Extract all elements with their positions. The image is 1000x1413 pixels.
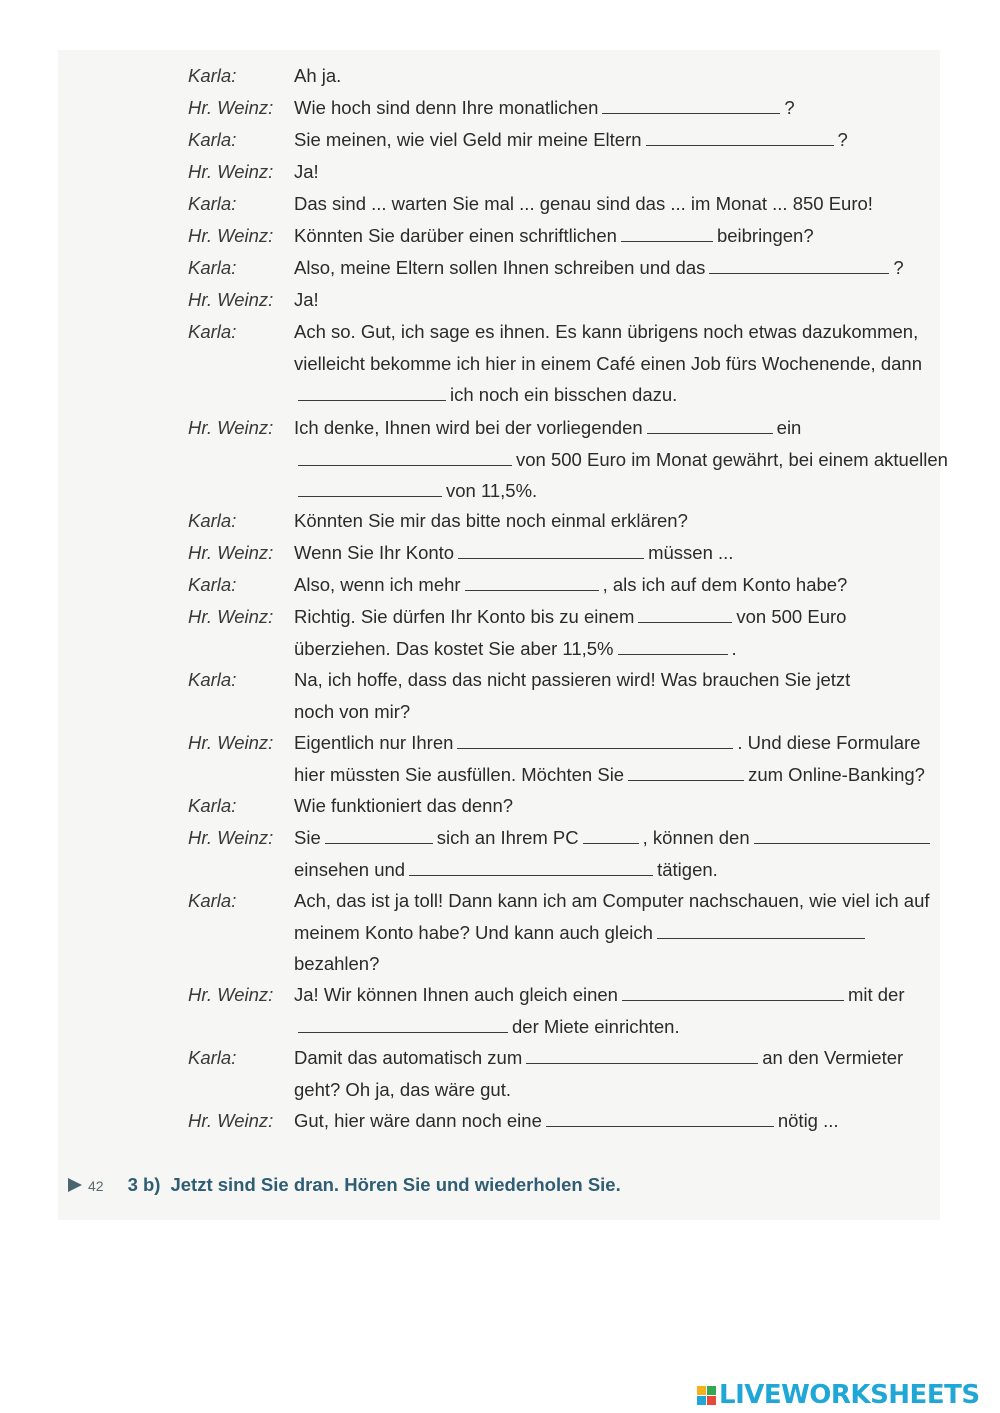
utterance-text: geht? Oh ja, das wäre gut. — [294, 1078, 511, 1100]
utterance-line — [294, 664, 988, 696]
dialogue-turn — [188, 505, 988, 537]
dialogue — [58, 50, 948, 1220]
utterance-line — [294, 537, 988, 569]
utterance-line — [294, 412, 988, 444]
speaker-label: Hr. Weinz: — [188, 225, 274, 246]
utterance-text: , als ich auf dem Konto habe? — [602, 574, 848, 595]
utterance-text: zum Online-Banking? — [748, 763, 925, 785]
utterance-text: Ja! — [294, 289, 319, 310]
utterance-text: der Miete einrichten. — [512, 1015, 680, 1037]
utterance-text: bezahlen? — [294, 953, 380, 974]
audio-play-icon[interactable] — [68, 1178, 82, 1192]
utterance-text: Na, ich hoffe, dass das nicht passieren wird! Was brauchen Sie jetzt — [294, 669, 851, 690]
fill-in-blank[interactable] — [638, 604, 732, 623]
fill-in-blank[interactable] — [621, 223, 713, 242]
utterance — [294, 252, 988, 284]
utterance-line — [294, 60, 988, 92]
utterance-text: Eigentlich nur Ihren — [294, 732, 454, 753]
utterance-text: mit der — [847, 984, 905, 1005]
speaker-label: Karla: — [188, 257, 237, 278]
fill-in-blank[interactable] — [465, 572, 599, 591]
utterance-text: ? — [837, 129, 848, 150]
utterance-line — [294, 790, 988, 822]
utterance-text: meinem Konto habe? Und kann auch gleich — [294, 921, 653, 943]
utterance-line — [294, 569, 988, 601]
utterance-line — [294, 220, 988, 252]
fill-in-blank[interactable] — [628, 762, 744, 781]
speaker-label: Hr. Weinz: — [188, 417, 274, 438]
utterance — [294, 727, 988, 790]
utterance-text: . Und diese Formulare — [737, 732, 921, 753]
utterance-text: ? — [784, 97, 795, 118]
utterance-line — [294, 696, 988, 728]
fill-in-blank[interactable] — [298, 1014, 508, 1033]
utterance-text: von 500 Euro im Monat gewährt, bei einem aktuellen — [516, 448, 948, 470]
fill-in-blank[interactable] — [546, 1108, 774, 1127]
utterance-line — [294, 284, 988, 316]
utterance-text: von 500 Euro — [736, 606, 847, 627]
utterance-text: Also, meine Eltern sollen Ihnen schreiben und das — [294, 257, 706, 278]
utterance — [294, 790, 988, 822]
audio-track-number: 42 — [88, 1178, 104, 1194]
dialogue-turn — [188, 284, 988, 316]
utterance — [294, 885, 988, 980]
dialogue-turn — [188, 412, 988, 507]
utterance — [294, 412, 988, 507]
dialogue-turn — [188, 885, 988, 980]
utterance-line — [294, 188, 988, 220]
speaker-label: Hr. Weinz: — [188, 289, 274, 310]
utterance — [294, 220, 988, 252]
fill-in-blank[interactable] — [298, 447, 512, 466]
utterance-text: Ach, das ist ja toll! Dann kann ich am Computer nachschauen, wie viel ich auf — [294, 890, 930, 911]
liveworksheets-brand — [697, 1381, 980, 1409]
dialogue-turn — [188, 537, 988, 569]
utterance-line — [294, 252, 988, 284]
utterance-line — [294, 124, 988, 156]
utterance-line — [294, 822, 988, 854]
utterance-text: Damit das automatisch zum — [294, 1047, 523, 1068]
dialogue-turn — [188, 220, 988, 252]
speaker-label: Karla: — [188, 669, 237, 690]
speaker-label: Hr. Weinz: — [188, 542, 274, 563]
utterance-text: Sie meinen, wie viel Geld mir meine Eltern — [294, 129, 642, 150]
speaker-label: Hr. Weinz: — [188, 161, 274, 182]
utterance-text: nötig ... — [777, 1110, 839, 1131]
utterance-text: . — [731, 637, 737, 659]
fill-in-blank[interactable] — [526, 1045, 758, 1064]
utterance — [294, 1042, 988, 1105]
utterance-line — [294, 948, 988, 980]
dialogue-turn — [188, 790, 988, 822]
fill-in-blank[interactable] — [647, 415, 773, 434]
dialogue-turn — [188, 316, 988, 411]
utterance-text: vielleicht bekomme ich hier in einem Café einen Job fürs Wochenende, dann — [294, 352, 922, 374]
dialogue-turn — [188, 188, 988, 220]
task-instruction — [68, 1174, 621, 1196]
fill-in-blank[interactable] — [657, 920, 865, 939]
utterance-line — [294, 505, 988, 537]
fill-in-blank[interactable] — [298, 382, 446, 401]
speaker-label: Karla: — [188, 193, 237, 214]
utterance-line — [294, 601, 988, 633]
utterance-line — [294, 1042, 988, 1074]
utterance-line — [294, 727, 988, 759]
utterance — [294, 284, 988, 316]
liveworksheets-logo-icon — [697, 1386, 716, 1405]
utterance — [294, 822, 988, 885]
utterance-line — [294, 917, 988, 949]
speaker-label: Karla: — [188, 321, 237, 342]
utterance-text: Könnten Sie darüber einen schriftlichen — [294, 225, 617, 246]
dialogue-turn — [188, 601, 988, 664]
fill-in-blank[interactable] — [622, 982, 844, 1001]
utterance-text: sich an Ihrem PC — [436, 827, 579, 848]
utterance-line — [294, 316, 988, 348]
utterance-text: Ja! Wir können Ihnen auch gleich einen — [294, 984, 618, 1005]
speaker-label: Karla: — [188, 1047, 237, 1068]
utterance-line — [294, 475, 988, 507]
dialogue-turn — [188, 1042, 988, 1105]
dialogue-turn — [188, 124, 988, 156]
speaker-label: Karla: — [188, 510, 237, 531]
utterance — [294, 316, 988, 411]
utterance — [294, 569, 988, 601]
utterance-text: ich noch ein bisschen dazu. — [450, 384, 678, 405]
dialogue-turn — [188, 252, 988, 284]
speaker-label: Hr. Weinz: — [188, 606, 274, 627]
fill-in-blank[interactable] — [409, 857, 653, 876]
fill-in-blank[interactable] — [646, 127, 834, 146]
utterance — [294, 601, 988, 664]
utterance — [294, 188, 988, 220]
fill-in-blank[interactable] — [602, 95, 780, 114]
utterance-text: Wie funktioniert das denn? — [294, 795, 514, 816]
utterance-text: einsehen und — [294, 858, 406, 880]
utterance-text: an den Vermieter — [762, 1047, 904, 1068]
utterance-text: Richtig. Sie dürfen Ihr Konto bis zu einem — [294, 606, 635, 627]
dialogue-turn — [188, 664, 988, 727]
utterance-text: Ich denke, Ihnen wird bei der vorliegenden — [294, 417, 643, 438]
utterance-text: Wenn Sie Ihr Konto — [294, 542, 455, 563]
utterance-text: ein — [776, 417, 802, 438]
utterance-text: noch von mir? — [294, 700, 411, 722]
dialogue-turn — [188, 822, 988, 885]
fill-in-blank[interactable] — [618, 636, 728, 655]
utterance — [294, 156, 988, 188]
utterance-text: Ah ja. — [294, 65, 342, 86]
dialogue-turn — [188, 156, 988, 188]
utterance — [294, 124, 988, 156]
utterance-line — [294, 348, 988, 380]
fill-in-blank[interactable] — [457, 730, 733, 749]
utterance-line — [294, 1074, 988, 1106]
utterance-text: beibringen? — [716, 225, 814, 246]
fill-in-blank[interactable] — [709, 255, 889, 274]
dialogue-turn — [188, 727, 988, 790]
speaker-label: Karla: — [188, 65, 237, 86]
utterance-text: tätigen. — [657, 858, 718, 880]
speaker-label: Hr. Weinz: — [188, 984, 274, 1005]
utterance-text: Sie — [294, 827, 321, 848]
brand-name: LIVEWORKSHEETS — [719, 1380, 980, 1410]
task-number: 3 b) — [127, 1174, 161, 1195]
utterance — [294, 537, 988, 569]
utterance-text: , können den — [642, 827, 750, 848]
dialogue-turn — [188, 979, 988, 1042]
speaker-label: Karla: — [188, 129, 237, 150]
utterance — [294, 505, 988, 537]
fill-in-blank[interactable] — [754, 825, 930, 844]
utterance-text: hier müssten Sie ausfüllen. Möchten Sie — [294, 763, 625, 785]
speaker-label: Hr. Weinz: — [188, 1110, 274, 1131]
utterance-text: Könnten Sie mir das bitte noch einmal erklären? — [294, 510, 688, 531]
utterance-text: ? — [893, 257, 904, 278]
task-text: Jetzt sind Sie dran. Hören Sie und wiederholen Sie. — [170, 1174, 621, 1195]
utterance-line — [294, 1011, 988, 1043]
utterance-text: müssen ... — [648, 542, 734, 563]
utterance-text: Gut, hier wäre dann noch eine — [294, 1110, 542, 1131]
utterance — [294, 1105, 988, 1137]
utterance-line — [294, 156, 988, 188]
fill-in-blank[interactable] — [298, 478, 442, 497]
utterance-line — [294, 854, 988, 886]
utterance-line — [294, 979, 988, 1011]
utterance-line — [294, 92, 988, 124]
utterance-line — [294, 885, 988, 917]
speaker-label: Karla: — [188, 890, 237, 911]
speaker-label: Hr. Weinz: — [188, 732, 274, 753]
worksheet-page — [58, 50, 948, 1220]
utterance-text: Das sind ... warten Sie mal ... genau sind das ... im Monat ... 850 Euro! — [294, 193, 873, 214]
speaker-label: Hr. Weinz: — [188, 97, 274, 118]
utterance — [294, 92, 988, 124]
utterance-text: Wie hoch sind denn Ihre monatlichen — [294, 97, 599, 118]
utterance-text: Also, wenn ich mehr — [294, 574, 461, 595]
utterance-text: Ach so. Gut, ich sage es ihnen. Es kann übrigens noch etwas dazukommen, — [294, 321, 919, 342]
fill-in-blank[interactable] — [325, 825, 433, 844]
utterance-line — [294, 444, 988, 476]
utterance — [294, 979, 988, 1042]
dialogue-turn — [188, 569, 988, 601]
dialogue-turn — [188, 92, 988, 124]
fill-in-blank[interactable] — [458, 540, 644, 559]
fill-in-blank[interactable] — [583, 825, 639, 844]
utterance-line — [294, 1105, 988, 1137]
speaker-label: Karla: — [188, 574, 237, 595]
utterance — [294, 664, 988, 727]
speaker-label: Hr. Weinz: — [188, 827, 274, 848]
utterance — [294, 60, 988, 92]
utterance-text: Ja! — [294, 161, 319, 182]
speaker-label: Karla: — [188, 795, 237, 816]
utterance-text: von 11,5%. — [446, 480, 538, 501]
utterance-line — [294, 379, 988, 411]
utterance-text: überziehen. Das kostet Sie aber 11,5% — [294, 637, 614, 659]
utterance-line — [294, 759, 988, 791]
dialogue-turn — [188, 1105, 988, 1137]
utterance-line — [294, 633, 988, 665]
dialogue-turn — [188, 60, 988, 92]
